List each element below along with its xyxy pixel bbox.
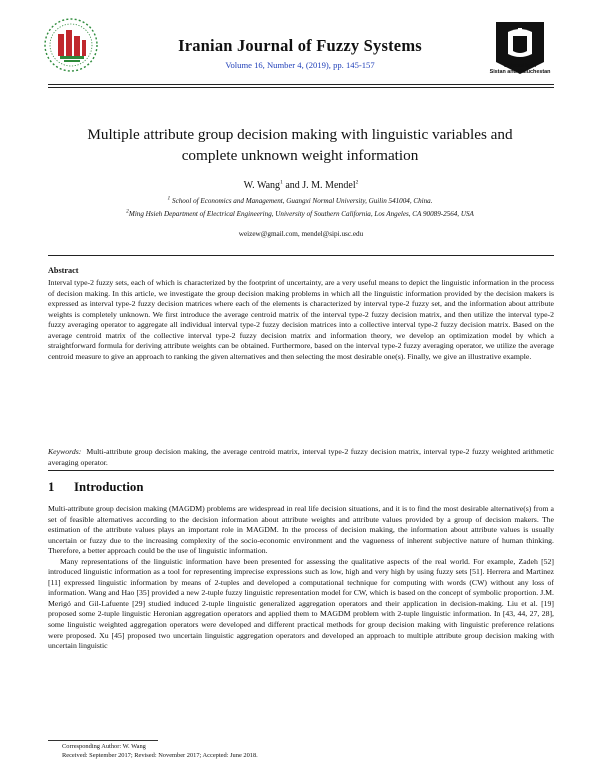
header-rule-top [48, 84, 554, 85]
paper-title [55, 124, 545, 166]
keywords-text: Multi-attribute group decision making, the average centroid matrix, interval type-2 fuzzy decision matrix, interval type-2 fuzzy weighted arithmetic averaging operator. [48, 447, 554, 467]
author-emails: weizew@gmail.com, mendel@sipi.usc.edu [238, 230, 364, 238]
footnote-received-dates: Received: September 2017; Revised: November 2017; Accepted: June 2018. [62, 752, 258, 759]
abstract-heading: Abstract [48, 266, 79, 275]
university-logo-text [478, 63, 562, 75]
author-2: J. M. Mendel [302, 180, 356, 191]
affiliation-2-mark: 2 [126, 208, 129, 215]
affiliation-1 [20, 197, 580, 205]
paper-title-line2: complete unknown weight information [181, 147, 419, 164]
affiliation-1-mark: 1 [167, 195, 171, 202]
authors-line [48, 180, 554, 191]
keywords [48, 447, 554, 468]
footnote-rule [48, 740, 158, 741]
journal-seal-logo [42, 16, 100, 74]
affiliation-1-text: School of Economics and Management, Guangxi Normal University, Guilin 541004, China. [172, 197, 433, 205]
abstract-rule-top [48, 255, 554, 256]
paper-title-line1: Multiple attribute group decision making with linguistic variables and [87, 126, 513, 143]
university-logo-line1: University of [503, 63, 537, 69]
introduction-paragraph-2: Many representations of the linguistic information have been presented for assessing the qualitative aspects of the real world. For example, Zadeh [52] introduced linguistic information as a tool for representing imprecise expressions such as low, high and very high by using fuzzy sets [51]. Herrera and Martinez [11] expressed linguistic information by means of 2-tuples and developed a computational technique for computing with words (CW) without any loss of information. Wang and Hao [35] provided a new 2-tuple fuzzy linguistic representation model for CW, which is based on the concept of symbolic proportion. J.M. Merigó and Gil-Lafuente [29] studied induced 2-tuple linguistic generalized aggregation operators and their application in decision-making. Liu et al. [19] proposed some 2-tuple linguistic Heronian aggregation operators and applied them to MAGDM problem with 2-tuple linguistic information. In [43, 44, 27, 28], some linguistic weighted aggregation operators were developed and different practical methods for group decision making with linguistic preference relations were proposed. Xu [45] proposed two uncertain linguistic aggregation operators and developed an approach to multiple attribute group decision making with uncertain linguistic [48, 556, 554, 651]
section-title: Introduction [74, 480, 144, 494]
introduction-body [48, 504, 554, 652]
introduction-paragraph-1: Multi-attribute group decision making (MAGDM) problems are widespread in real life decision situations, and it is to find the most desirable alternative(s) from a set of feasible alternatives according to the decision information about attribute weights and attribute values provided by a group of decision makers. The estimation of the attribute values plays an important role in MAGDM. In the process of decision making, the information about attribute values is usually uncertain or fuzzy due to the increasing complexity of the socio-economic environment and the vagueness of inherent subjective nature of human thinking. Therefore, a better approach could be the use of linguistic information. [48, 504, 554, 556]
volume-issue-pages: Volume 16, Number 4, (2019), pp. 145-157 [225, 60, 375, 70]
keywords-label: Keywords: [48, 447, 82, 456]
university-logo-line2: Sistan and Baluchestan [489, 69, 551, 76]
affiliation-2 [20, 210, 580, 218]
footnote-corresponding-author: Corresponding Author: W. Wang [62, 743, 146, 750]
journal-title: Iranian Journal of Fuzzy Systems [178, 36, 422, 55]
author-joiner: and [282, 180, 303, 191]
author-1: W. Wang [243, 180, 281, 191]
section-heading-introduction [48, 480, 143, 495]
abstract-rule-bottom [48, 470, 554, 471]
author-2-affiliation-mark: 2 [355, 179, 359, 186]
author-1-affiliation-mark: 1 [280, 179, 283, 186]
abstract-text: Interval type-2 fuzzy sets, each of which is characterized by the footprint of uncertainty, are a very useful means to depict the linguistic information in the process of decision making. In this article, we investigate the group decision making problems in which all the linguistic information provided by the decision makers is expressed as interval type-2 fuzzy decision matrices where each of the elements is characterized by interval type-2 fuzzy set, and the information about attribute weights is completely unknown. We first introduce the average centroid matrix of the interval type-2 fuzzy decision matrix, and then utilize the interval type-2 fuzzy averaging operator to aggregate all individual interval type-2 fuzzy decision matrices into a collective interval type-2 fuzzy decision matrix. Based on the average centroid matrix of the collective interval type-2 fuzzy decision matrix and information theory, we develop an optimization model by which a straightforward formula for deriving attribute weights can be obtained. Furthermore, based on the interval type-2 fuzzy averaging operator, we utilize the average centroid measure to give an approach to ranking the given alternatives and then selecting the most desirable one(s). Finally, we give an illustrative example. [48, 278, 554, 361]
section-number: 1 [48, 480, 55, 494]
header-rule-bottom [48, 87, 554, 88]
affiliation-2-text: Ming Hsieh Department of Electrical Engineering, University of Southern California, Los Angeles, CA 90089-2564, USA [128, 210, 474, 218]
